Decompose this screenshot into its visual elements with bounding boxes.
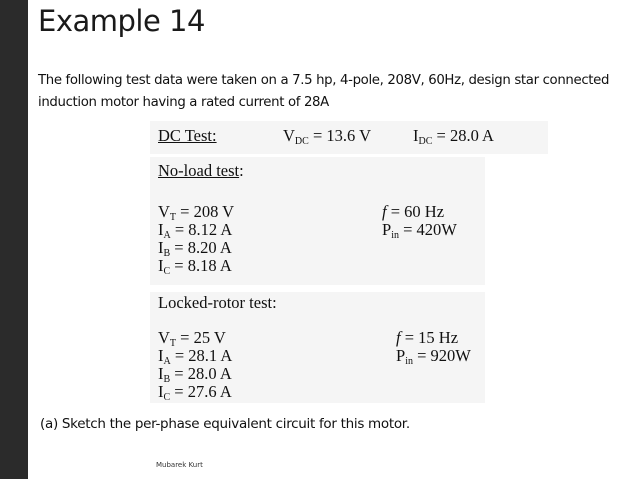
intro-text: The following test data were taken on a 7.5 hp, 4-pole, 208V, 60Hz, design star connected induction motor having a rated current of 28A — [38, 73, 610, 110]
no-load-vt: $V_T = 208$ V — [158, 202, 235, 223]
no-load-frequency: f = 60 Hz — [382, 202, 445, 221]
locked-rotor-heading: Locked-rotor test: — [158, 293, 277, 312]
no-load-ia: $I_A = 8.12$ A — [158, 220, 233, 241]
dc-test-label: DC Test: — [158, 126, 217, 145]
dc-current: $I_{DC} = 28.0$ A — [413, 126, 494, 147]
dc-test-panel — [150, 121, 548, 154]
slide-title: Example 14 — [38, 4, 205, 38]
left-accent-bar — [0, 0, 28, 479]
no-load-ib: $I_B = 8.20$ A — [158, 238, 232, 259]
no-load-heading: No-load test: — [158, 161, 244, 180]
dc-voltage: $V_{DC} = 13.6$ V — [283, 126, 372, 147]
no-load-test-panel — [150, 157, 485, 285]
locked-rotor-vt: $V_T = 25$ V — [158, 328, 226, 349]
no-load-ic: $I_C = 8.18$ A — [158, 256, 232, 277]
locked-rotor-ia: $I_A = 28.1$ A — [158, 346, 233, 367]
locked-rotor-ib: $I_B = 28.0$ A — [158, 364, 232, 385]
question-text: (a) Sketch the per-phase equivalent circuit for this motor. — [40, 416, 410, 432]
locked-rotor-power: $P_{in} = 920W$ — [396, 346, 471, 367]
footer-author: Mubarek Kurt — [156, 461, 203, 469]
no-load-power: $P_{in} = 420W$ — [382, 220, 457, 241]
locked-rotor-frequency: f = 15 Hz — [396, 328, 459, 347]
locked-rotor-test-panel — [150, 292, 485, 403]
locked-rotor-ic: $I_C = 27.6$ A — [158, 382, 232, 403]
